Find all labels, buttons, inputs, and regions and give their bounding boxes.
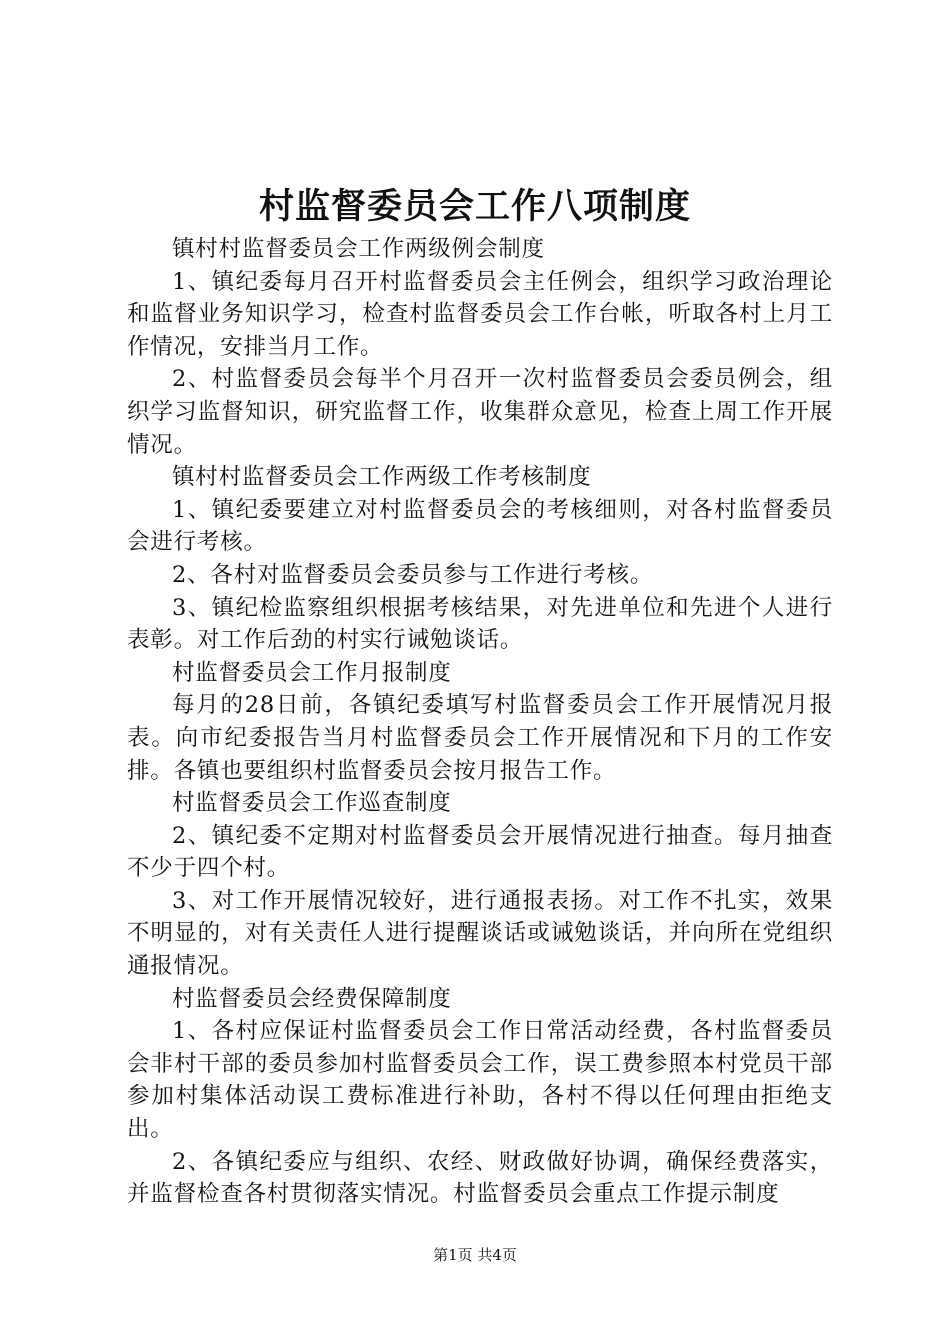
paragraph: 2、各村对监督委员会委员参与工作进行考核。 xyxy=(172,561,654,588)
document-body xyxy=(127,233,833,1211)
paragraph: 3、镇纪检监察组织根据考核结果，对先进单位和先进个人进行表彰。对工作后劲的村实行诫勉谈话。 xyxy=(127,594,833,654)
paragraph: 1、镇纪委要建立对村监督委员会的考核细则，对各村监督委员会进行考核。 xyxy=(127,496,833,556)
paragraph: 每月的28日前，各镇纪委填写村监督委员会工作开展情况月报表。向市纪委报告当月村监督委员会工作开展情况和下月的工作安排。各镇也要组织村监督委员会按月报告工作。 xyxy=(127,692,833,784)
section-heading: 镇村村监督委员会工作两级工作考核制度 xyxy=(172,464,592,491)
section-heading: 村监督委员会工作巡查制度 xyxy=(172,790,452,817)
section-heading: 村监督委员会工作月报制度 xyxy=(172,659,452,686)
document-title: 村监督委员会工作八项制度 xyxy=(258,186,691,227)
section-heading: 镇村村监督委员会工作两级例会制度 xyxy=(172,236,545,262)
section-heading: 村监督委员会经费保障制度 xyxy=(172,985,452,1012)
paragraph: 1、镇纪委每月召开村监督委员会主任例会，组织学习政治理论和监督业务知识学习，检查村监督委员会工作台帐，听取各村上月工作情况，安排当月工作。 xyxy=(127,268,833,360)
page-number: 第1页 共4页 xyxy=(433,1246,517,1264)
paragraph: 2、各镇纪委应与组织、农经、财政做好协调，确保经费落实，并监督检查各村贯彻落实情况。村监督委员会重点工作提示制度 xyxy=(127,1148,833,1208)
paragraph: 2、镇纪委不定期对村监督委员会开展情况进行抽查。每月抽查不少于四个村。 xyxy=(127,822,833,882)
paragraph: 3、对工作开展情况较好，进行通报表扬。对工作不扎实，效果不明显的，对有关责任人进行提醒谈话或诫勉谈话，并向所在党组织通报情况。 xyxy=(127,887,833,980)
paragraph: 1、各村应保证村监督委员会工作日常活动经费，各村监督委员会非村干部的委员参加村监督委员会工作，误工费参照本村党员干部参加村集体活动误工费标准进行补助，各村不得以任何理由拒绝支出。 xyxy=(127,1018,833,1143)
paragraph: 2、村监督委员会每半个月召开一次村监督委员会委员例会，组织学习监督知识，研究监督工作，收集群众意见，检查上周工作开展情况。 xyxy=(127,366,833,458)
